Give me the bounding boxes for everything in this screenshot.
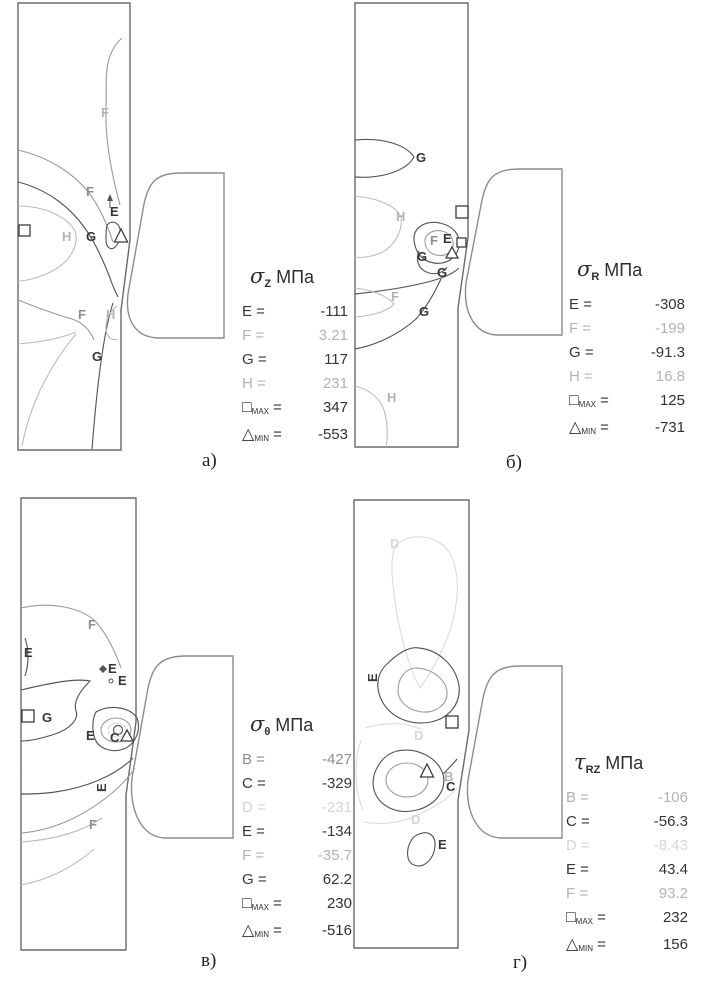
contour-line bbox=[355, 288, 394, 317]
legend-extremum-value: 156 bbox=[662, 936, 688, 953]
unit-label: МПа bbox=[275, 715, 314, 735]
legend-level-value: -91.3 bbox=[650, 344, 685, 361]
billet-outline bbox=[355, 3, 468, 447]
contour-label-F: F bbox=[89, 817, 97, 832]
legend-level-value: 16.8 bbox=[655, 368, 685, 385]
legend-min-row bbox=[566, 934, 688, 954]
legend-extremum-label: □MAX = bbox=[242, 399, 282, 416]
contour-line bbox=[18, 332, 76, 344]
min-triangle-icon: △ bbox=[566, 936, 579, 953]
legend-title bbox=[242, 264, 348, 290]
contour-line bbox=[356, 740, 363, 810]
legend-level-label: G = bbox=[242, 871, 267, 888]
contour-label-H: H bbox=[106, 307, 116, 322]
die-outline bbox=[127, 173, 224, 338]
legend-level-value: -231 bbox=[321, 799, 352, 816]
die-outline bbox=[131, 656, 233, 838]
contour-label-F: F bbox=[430, 233, 438, 248]
legend-extremum-subscript: MAX bbox=[251, 407, 270, 416]
legend-extremum-label: □MAX = bbox=[566, 909, 606, 926]
stress-subscript: R bbox=[591, 271, 600, 283]
contour-label-F: F bbox=[101, 105, 109, 120]
max-marker-square bbox=[19, 225, 30, 236]
legend-level-value: -8.43 bbox=[653, 837, 688, 854]
legend-extremum-subscript: MIN bbox=[254, 930, 269, 939]
legend-level-value: 93.2 bbox=[658, 885, 688, 902]
legend-extremum-subscript: MAX bbox=[575, 917, 594, 926]
legend-extremum-subscript: MAX bbox=[251, 903, 270, 912]
legend-level-label: B = bbox=[242, 751, 265, 768]
panel-caption-a: а) bbox=[202, 450, 217, 471]
legend-extremum-label: □MAX = bbox=[569, 392, 609, 409]
legend-level-label: E = bbox=[569, 296, 592, 313]
contour-label-G: G bbox=[419, 304, 430, 319]
tiny-circle-glyph bbox=[109, 679, 113, 683]
stress-subscript: RZ bbox=[585, 764, 601, 776]
contour-line bbox=[22, 334, 76, 446]
stress-subscript: Z bbox=[264, 278, 272, 290]
contour-label-E: E bbox=[86, 728, 95, 743]
unit-label: МПа bbox=[604, 260, 643, 280]
legend-level-value: -427 bbox=[321, 751, 352, 768]
legend-level-value: 231 bbox=[322, 375, 348, 392]
legend-row-F bbox=[242, 847, 352, 864]
legend-max-row bbox=[242, 399, 348, 417]
legend-level-label: F = bbox=[242, 327, 265, 344]
legend-extremum-subscript: MIN bbox=[254, 434, 269, 443]
max-square-icon: □ bbox=[566, 909, 576, 926]
legend-row-D bbox=[566, 837, 688, 854]
max-square-icon: □ bbox=[242, 399, 252, 416]
legend-max-row bbox=[566, 909, 688, 927]
legend-level-value: -111 bbox=[320, 303, 348, 320]
contour-label-D: D bbox=[390, 536, 400, 551]
contour-label-C: C bbox=[110, 730, 120, 745]
legend-level-label: C = bbox=[566, 813, 590, 830]
contour-label-E: E bbox=[110, 204, 119, 219]
legend-row-F bbox=[242, 327, 348, 344]
legend-level-value: -134 bbox=[321, 823, 352, 840]
contour-label-E: E bbox=[438, 837, 447, 852]
legend-level-value: -35.7 bbox=[317, 847, 352, 864]
legend-level-value: -199 bbox=[654, 320, 685, 337]
contour-line bbox=[386, 763, 428, 797]
billet-outline bbox=[21, 498, 136, 950]
legend-sigma-r bbox=[569, 257, 685, 444]
legend-title bbox=[569, 257, 685, 283]
contour-label-G: G bbox=[416, 150, 427, 165]
legend-extremum-value: -516 bbox=[321, 922, 352, 939]
legend-extremum-subscript: MIN bbox=[581, 427, 596, 436]
contour-line bbox=[21, 849, 94, 885]
contour-line bbox=[106, 38, 122, 205]
contour-label-G: G bbox=[437, 265, 448, 280]
legend-extremum-label: △MIN = bbox=[242, 922, 282, 939]
min-triangle-icon: △ bbox=[569, 419, 582, 436]
legend-extremum-value: 347 bbox=[322, 399, 348, 416]
legend-level-value: 62.2 bbox=[322, 871, 352, 888]
legend-level-label: H = bbox=[242, 375, 266, 392]
max-marker-square bbox=[446, 716, 458, 728]
contour-line bbox=[355, 139, 414, 177]
level-marker-square bbox=[457, 238, 466, 247]
legend-min-row bbox=[569, 417, 685, 437]
legend-row-B bbox=[242, 751, 352, 768]
contour-line bbox=[373, 750, 444, 811]
contour-label-E: E bbox=[94, 783, 109, 792]
contour-plot-sigma-r bbox=[337, 0, 577, 490]
contour-line bbox=[355, 196, 401, 257]
contour-label-F: F bbox=[86, 184, 94, 199]
legend-extremum-label: □MAX = bbox=[242, 895, 282, 912]
stress-symbol: σ bbox=[250, 264, 265, 288]
contour-line bbox=[398, 668, 447, 712]
legend-row-B bbox=[566, 789, 688, 806]
contour-label-E: E bbox=[24, 645, 33, 660]
contour-label-E: E bbox=[365, 673, 380, 682]
stress-symbol: σ bbox=[250, 712, 265, 736]
contour-label-G: G bbox=[417, 249, 428, 264]
legend-extremum-subscript: MAX bbox=[578, 400, 597, 409]
legend-extremum-value: 125 bbox=[659, 392, 685, 409]
contour-line bbox=[355, 386, 387, 447]
legend-sigma-z bbox=[242, 264, 348, 451]
die-outline bbox=[465, 169, 562, 335]
legend-row-F bbox=[569, 320, 685, 337]
unit-label: МПа bbox=[276, 267, 315, 287]
contour-line bbox=[21, 758, 133, 794]
legend-row-G bbox=[569, 344, 685, 361]
max-square-icon: □ bbox=[242, 895, 252, 912]
legend-level-value: 117 bbox=[324, 351, 348, 368]
legend-row-E bbox=[242, 303, 348, 320]
legend-row-H bbox=[242, 375, 348, 392]
contour-label-G: G bbox=[92, 349, 103, 364]
legend-row-E bbox=[569, 296, 685, 313]
contour-line bbox=[21, 768, 135, 833]
contour-plot-sigma-z bbox=[0, 0, 240, 490]
legend-level-label: B = bbox=[566, 789, 589, 806]
min-triangle-icon: △ bbox=[242, 922, 255, 939]
legend-level-label: D = bbox=[242, 799, 266, 816]
legend-level-value: -56.3 bbox=[653, 813, 688, 830]
legend-level-label: F = bbox=[242, 847, 265, 864]
legend-level-label: C = bbox=[242, 775, 266, 792]
legend-level-value: 43.4 bbox=[658, 861, 688, 878]
legend-row-E bbox=[242, 823, 352, 840]
legend-min-row bbox=[242, 920, 352, 940]
contour-label-B: B bbox=[444, 769, 454, 784]
max-marker-square bbox=[456, 206, 468, 218]
legend-min-row bbox=[242, 424, 348, 444]
legend-level-value: -106 bbox=[657, 789, 688, 806]
stress-symbol: σ bbox=[577, 257, 592, 281]
stress-subscript: θ bbox=[264, 726, 271, 738]
legend-level-label: F = bbox=[566, 885, 589, 902]
min-triangle-icon: △ bbox=[242, 426, 255, 443]
contour-label-D: D bbox=[411, 812, 421, 827]
contour-label-C: C bbox=[446, 779, 456, 794]
contour-label-F: F bbox=[78, 307, 86, 322]
contour-label-F: F bbox=[391, 289, 399, 304]
panel-caption-b: б) bbox=[506, 452, 522, 473]
legend-title bbox=[566, 750, 688, 776]
contour-label-H: H bbox=[396, 209, 406, 224]
legend-extremum-label: △MIN = bbox=[242, 426, 282, 443]
arrow-head bbox=[107, 194, 113, 201]
contour-line bbox=[392, 537, 457, 688]
legend-sigma-theta bbox=[242, 712, 352, 947]
legend-extremum-label: △MIN = bbox=[566, 936, 606, 953]
contour-label-G: G bbox=[42, 710, 53, 725]
min-marker-triangle bbox=[446, 247, 458, 258]
legend-row-C bbox=[566, 813, 688, 830]
unit-label: МПа bbox=[605, 753, 644, 773]
legend-extremum-value: 230 bbox=[326, 895, 352, 912]
panel-caption-g: г) bbox=[513, 952, 528, 973]
legend-tau-rz bbox=[566, 750, 688, 961]
billet-outline bbox=[18, 3, 130, 450]
legend-extremum-value: 232 bbox=[662, 909, 688, 926]
contour-label-E: E bbox=[443, 231, 452, 246]
min-marker-triangle bbox=[421, 764, 434, 777]
legend-level-label: D = bbox=[566, 837, 590, 854]
min-marker-triangle bbox=[115, 229, 128, 242]
contour-line bbox=[21, 605, 121, 668]
contour-line bbox=[92, 303, 116, 449]
die-outline bbox=[467, 666, 562, 838]
legend-row-G bbox=[242, 351, 348, 368]
legend-max-row bbox=[242, 895, 352, 913]
legend-level-label: E = bbox=[242, 823, 265, 840]
legend-level-label: E = bbox=[566, 861, 589, 878]
legend-extremum-value: -731 bbox=[654, 419, 685, 436]
legend-row-D bbox=[242, 799, 352, 816]
contour-label-G: G bbox=[86, 229, 97, 244]
legend-row-H bbox=[569, 368, 685, 385]
legend-level-label: H = bbox=[569, 368, 593, 385]
contour-label-H: H bbox=[387, 390, 397, 405]
legend-level-value: 3.21 bbox=[318, 327, 348, 344]
contour-line bbox=[408, 833, 436, 866]
legend-extremum-label: △MIN = bbox=[569, 419, 609, 436]
legend-level-label: G = bbox=[242, 351, 267, 368]
contour-plot-tau-rz bbox=[337, 490, 577, 984]
max-marker-square bbox=[22, 710, 34, 722]
contour-label-H: H bbox=[62, 229, 72, 244]
contour-label-E: E bbox=[108, 661, 117, 676]
legend-max-row bbox=[569, 392, 685, 410]
legend-extremum-subscript: MIN bbox=[578, 944, 593, 953]
legend-row-C bbox=[242, 775, 352, 792]
legend-level-label: F = bbox=[569, 320, 592, 337]
legend-row-F bbox=[566, 885, 688, 902]
contour-plot-sigma-theta bbox=[0, 490, 240, 984]
max-square-icon: □ bbox=[569, 392, 579, 409]
legend-level-value: -329 bbox=[321, 775, 352, 792]
legend-level-label: G = bbox=[569, 344, 594, 361]
legend-level-value: -308 bbox=[654, 296, 685, 313]
tiny-diamond-glyph bbox=[99, 665, 107, 673]
stress-symbol: τ bbox=[574, 750, 586, 774]
panel-caption-v: в) bbox=[201, 950, 217, 971]
legend-title bbox=[242, 712, 352, 738]
legend-row-G bbox=[242, 871, 352, 888]
contour-label-E: E bbox=[118, 673, 127, 688]
legend-level-label: E = bbox=[242, 303, 265, 320]
legend-extremum-value: -553 bbox=[317, 426, 348, 443]
contour-label-F: F bbox=[88, 617, 96, 632]
contour-label-D: D bbox=[414, 728, 424, 743]
legend-row-E bbox=[566, 861, 688, 878]
